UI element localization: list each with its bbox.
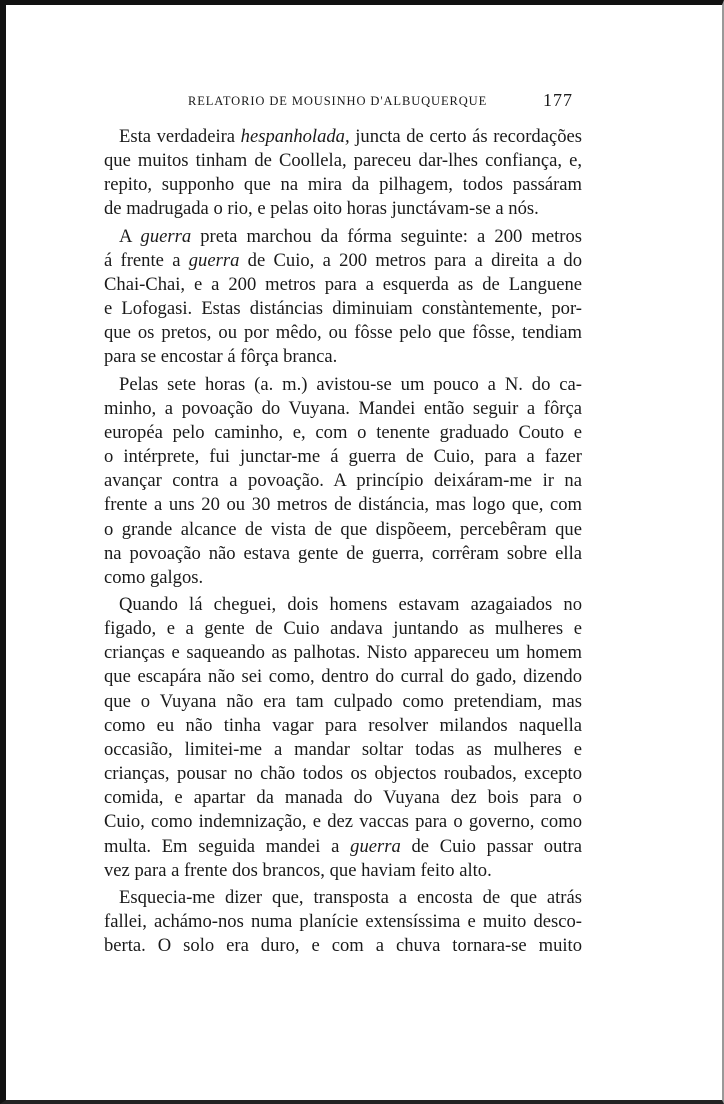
text-line: Pelas sete horas (a. m.) avistou-se um pouco a N. do ca- xyxy=(119,373,582,395)
text-line: crianças e saqueando as palhotas. Nisto appareceu um homem xyxy=(104,642,582,664)
text-line: na povoação não estava gente de guerra, corrêram sobre ella xyxy=(104,542,582,564)
paragraph xyxy=(104,225,582,370)
text-line: avançar contra a povoação. A princípio deixáram-me ir na xyxy=(104,470,582,492)
text-line: o intérprete, fui junctar-me á guerra de Cuio, para a fazer xyxy=(104,446,582,468)
paragraph xyxy=(104,373,582,590)
text-line: e Lofogasi. Estas distáncias diminuiam constàntemente, por- xyxy=(104,298,582,320)
page-number: 177 xyxy=(543,90,573,110)
text-line: o grande alcance de vista de que dispõeem, percebêram que xyxy=(104,518,582,540)
text-line: multa. Em seguida mandei a guerra de Cuio passar outra xyxy=(104,835,582,857)
italic-word: hespanholada, xyxy=(240,126,350,147)
paragraph xyxy=(104,886,582,958)
text-line: A guerra preta marchou da fórma seguinte: a 200 metros xyxy=(119,225,582,247)
book-page xyxy=(104,86,582,958)
text-line: figado, e a gente de Cuio andava juntando as mulheres e xyxy=(104,618,582,640)
text-line: européa pelo caminho, e, com o tenente graduado Couto e xyxy=(104,421,582,443)
text-line: á frente a guerra de Cuio, a 200 metros para a direita a do xyxy=(104,249,582,271)
text-line: Quando lá cheguei, dois homens estavam azagaiados no xyxy=(119,593,582,615)
text-line: como galgos. xyxy=(104,566,204,588)
text-line: que os pretos, ou por mêdo, ou fôsse pelo que fôsse, tendiam xyxy=(104,322,582,344)
text-line: berta. O solo era duro, e com a chuva tornara-se muito xyxy=(104,935,582,957)
text-line: Chai-Chai, e a 200 metros para a esquerda as de Languene xyxy=(104,273,582,295)
text-line: occasião, limitei-me a mandar soltar todas as mulheres e xyxy=(104,738,582,760)
text-line: Cuio, como indemnização, e dez vaccas para o governo, como xyxy=(104,811,582,833)
italic-word: guerra xyxy=(350,835,401,857)
text-line: para se encostar á fôrça branca. xyxy=(104,346,338,368)
text-line: minho, a povoação do Vuyana. Mandei então seguir a fôrça xyxy=(104,397,582,419)
text-line: que muitos tinham de Coollela, pareceu dar-lhes confiança, e, xyxy=(104,150,582,172)
text-line: que escapára não sei como, dentro do curral do gado, dizendo xyxy=(104,666,582,688)
running-title: RELATORIO DE MOUSINHO D'ALBUQUERQUE xyxy=(188,94,488,108)
paragraph xyxy=(104,125,582,222)
italic-word: guerra xyxy=(140,225,192,247)
text-line: crianças, pousar no chão todos os objectos roubados, excepto xyxy=(104,763,582,785)
text-line: Esquecia-me dizer que, transposta a encosta de que atrás xyxy=(119,886,582,908)
running-head xyxy=(104,86,582,114)
text-line: vez para a frente dos brancos, que haviam feito alto. xyxy=(104,859,492,881)
text-line: como eu não tinha vagar para resolver milandos naquella xyxy=(104,714,582,736)
body-text xyxy=(104,125,582,958)
text-line: que o Vuyana não era tam culpado como pretendiam, mas xyxy=(104,690,582,712)
text-line: Esta verdadeira hespanholada, juncta de certo ás recordações xyxy=(119,126,582,147)
text-line: repito, supponho que na mira da pilhagem, todos passáram xyxy=(104,174,582,196)
text-line: comida, e apartar da manada do Vuyana dez bois para o xyxy=(104,787,582,809)
text-line: fallei, achámo-nos numa planície extensíssima e muito desco- xyxy=(104,911,582,932)
text-line: de madrugada o rio, e pelas oito horas junctávam-se a nós. xyxy=(104,198,539,220)
text-line: frente a uns 20 ou 30 metros de distáncia, mas logo que, com xyxy=(104,494,582,516)
italic-word: guerra xyxy=(188,249,240,271)
paragraph xyxy=(104,593,582,883)
